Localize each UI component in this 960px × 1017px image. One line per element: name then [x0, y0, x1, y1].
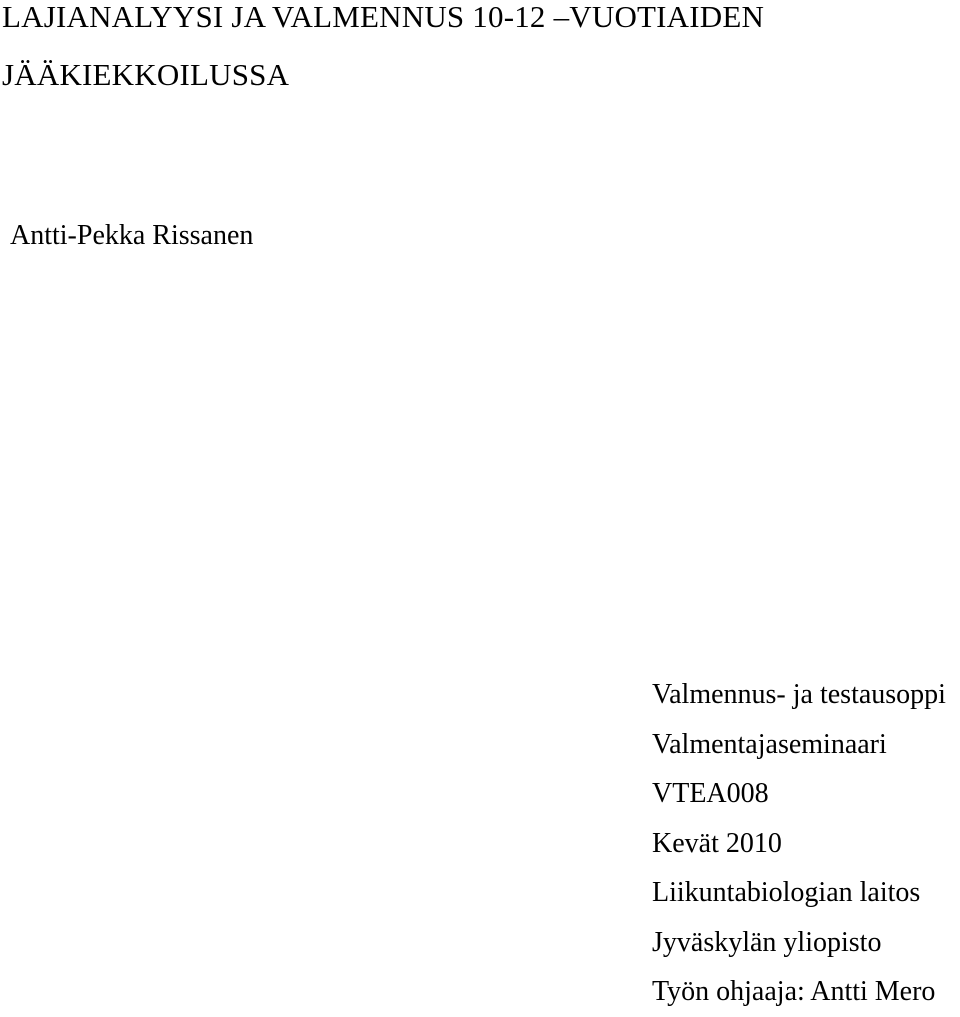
course-details: [652, 670, 946, 1017]
course-type: Valmentajaseminaari: [652, 728, 887, 760]
title-line-2: JÄÄKIEKKOILUSSA: [2, 57, 290, 92]
course-name: Valmennus- ja testausoppi: [652, 679, 946, 710]
university: Jyväskylän yliopisto: [652, 926, 882, 958]
document-title: [2, 0, 764, 104]
semester: Kevät 2010: [652, 827, 782, 859]
title-line-1: LAJIANALYYSI JA VALMENNUS 10-12 –VUOTIAIDEN: [2, 0, 765, 34]
supervisor: Työn ohjaaja: Antti Mero: [652, 976, 936, 1007]
department: Liikuntabiologian laitos: [652, 877, 921, 908]
author-name: Antti-Pekka Rissanen: [10, 220, 254, 251]
course-code: VTEA008: [652, 778, 769, 809]
